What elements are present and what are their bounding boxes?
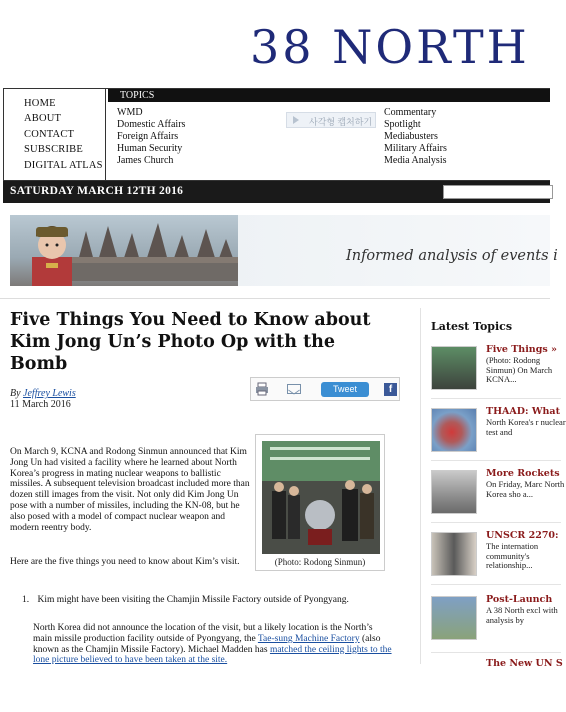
- topic-summary: North Korea's r nuclear test and: [486, 417, 566, 437]
- facebook-icon[interactable]: [384, 383, 397, 396]
- list-item: [22, 595, 349, 605]
- topic-headline[interactable]: Five Things »: [486, 344, 557, 355]
- topic-headline[interactable]: The New UN S: [486, 658, 563, 669]
- topic-media-analysis[interactable]: Media Analysis: [384, 155, 447, 166]
- topic-summary: On Friday, Marc North Korea sho a...: [486, 479, 565, 499]
- site-search-input[interactable]: [443, 185, 553, 199]
- latest-topic-item[interactable]: [431, 530, 559, 584]
- photo-illustration: [262, 441, 380, 554]
- capture-overlay-label: 사각형 캡처하기: [309, 117, 373, 127]
- child-photo: [26, 217, 78, 286]
- sidebar-title: Latest Topics: [431, 320, 513, 333]
- topic-headline[interactable]: Post-Launch: [486, 594, 553, 605]
- topics-label: TOPICS: [120, 90, 155, 101]
- topic-summary: A 38 North excl with analysis by: [486, 605, 558, 625]
- ceiling-lights-link[interactable]: matched the ceiling lights to the lone picture believed to have been taken at the site.: [33, 644, 392, 666]
- envelope-icon: [288, 390, 300, 398]
- article-paragraph-3: [33, 623, 393, 666]
- email-icon[interactable]: [287, 384, 301, 394]
- primary-links: [3, 89, 106, 181]
- sidebar-divider: [431, 584, 561, 585]
- missile-photo[interactable]: [262, 441, 380, 554]
- latest-topic-item[interactable]: [431, 658, 563, 712]
- byline-prefix: By: [10, 388, 21, 399]
- banner-photo: [10, 215, 238, 286]
- latest-topic-item[interactable]: [431, 596, 556, 648]
- latest-topic-item[interactable]: [431, 468, 565, 522]
- list-item-text: Kim might have been visiting the Chamjin Missile Factory outside of Pyongyang.: [37, 595, 349, 605]
- topic-thumbnail: [431, 346, 477, 390]
- article-paragraph-2: Here are the five things you need to know about Kim’s visit.: [10, 557, 240, 567]
- topic-summary: The internation community's relationship...: [486, 541, 539, 570]
- latest-topics-sidebar: [420, 308, 566, 669]
- nav-contact-link[interactable]: CONTACT: [24, 129, 75, 140]
- photo-caption: (Photo: Rodong Sinmun): [274, 557, 366, 567]
- topic-military-affairs[interactable]: Military Affairs: [384, 143, 447, 154]
- main-nav: [3, 88, 550, 181]
- printer-icon[interactable]: [255, 382, 269, 396]
- paragraph-3-text-a: North Korea did not announce the location of the visit, but a likely location is the North’s main missile production facility outside of Pyongyang, the: [33, 623, 373, 644]
- topic-domestic-affairs[interactable]: Domestic Affairs: [117, 119, 186, 130]
- nav-subscribe-link[interactable]: SUBSCRIBE: [24, 144, 83, 155]
- sidebar-divider: [431, 522, 561, 523]
- banner-tagline: Informed analysis of events i: [346, 248, 558, 264]
- article-figure: [255, 434, 385, 571]
- sidebar-divider: [431, 460, 561, 461]
- topic-headline[interactable]: THAAD: What: [486, 406, 560, 417]
- topic-thumbnail: [431, 408, 477, 452]
- header-banner: [10, 215, 558, 286]
- author-link[interactable]: Jeffrey Lewis: [23, 388, 76, 399]
- topic-human-security[interactable]: Human Security: [117, 143, 183, 154]
- site-logo[interactable]: 38 NORTH: [250, 20, 530, 74]
- topic-headline[interactable]: UNSCR 2270:: [486, 530, 559, 541]
- capture-overlay[interactable]: [286, 112, 376, 128]
- tae-sung-link[interactable]: Tae-sung Machine Factory: [257, 633, 360, 644]
- sidebar-divider: [431, 652, 561, 653]
- tweet-button[interactable]: [321, 382, 369, 397]
- statues-image: [68, 221, 238, 281]
- topic-foreign-affairs[interactable]: Foreign Affairs: [117, 131, 179, 142]
- nav-digital-atlas-link[interactable]: DIGITAL ATLAS: [24, 160, 103, 171]
- byline: [10, 388, 76, 399]
- topic-thumbnail: [431, 596, 477, 640]
- topic-wmd[interactable]: WMD: [117, 107, 143, 118]
- publish-date: 11 March 2016: [10, 399, 71, 410]
- topic-thumbnail: [431, 532, 477, 576]
- share-toolbar: [250, 377, 400, 401]
- topics-header: [108, 89, 550, 102]
- tweet-label: Tweet: [332, 384, 357, 394]
- topic-james-church[interactable]: James Church: [117, 155, 174, 166]
- topic-summary: (Photo: Rodong Sinmun) On March KCNA...: [486, 355, 553, 384]
- content-divider: [0, 298, 550, 299]
- topic-thumbnail: [431, 470, 477, 514]
- topic-mediabusters[interactable]: Mediabusters: [384, 131, 438, 142]
- article-paragraph-1: On March 9, KCNA and Rodong Sinmun announced that Kim Jong Un had visited a facility where he learned about North Korea’s progress in mating nuclear weapons to ballistic missiles. A subsequent television broadcast included more than dozen still images from the visit. Not only did Kim Jong Un pose with a number of missiles, including the KN-08, but he also posed with a model of compact nuclear weapon and modern reentry body.: [10, 447, 250, 533]
- facebook-label: f: [388, 384, 393, 395]
- nav-about-link[interactable]: ABOUT: [24, 113, 62, 124]
- latest-topic-item[interactable]: [431, 346, 556, 398]
- current-date: SATURDAY MARCH 12TH 2016: [10, 185, 184, 197]
- play-icon: [293, 116, 299, 124]
- date-bar: [3, 181, 550, 203]
- latest-topic-item[interactable]: [431, 406, 566, 460]
- article-title: Five Things You Need to Know about Kim Jong Un’s Photo Op with the Bomb: [10, 310, 371, 374]
- paragraph-3-text-b: (also known as the Chamjin Missile Factory). Michael Madden has: [33, 633, 381, 655]
- topic-commentary[interactable]: Commentary: [384, 107, 437, 118]
- masthead: [0, 0, 550, 88]
- list-number: 1.: [22, 595, 30, 605]
- topic-spotlight[interactable]: Spotlight: [384, 119, 421, 130]
- topic-headline[interactable]: More Rockets: [486, 468, 560, 479]
- sidebar-divider: [431, 398, 561, 399]
- nav-home-link[interactable]: HOME: [24, 98, 56, 109]
